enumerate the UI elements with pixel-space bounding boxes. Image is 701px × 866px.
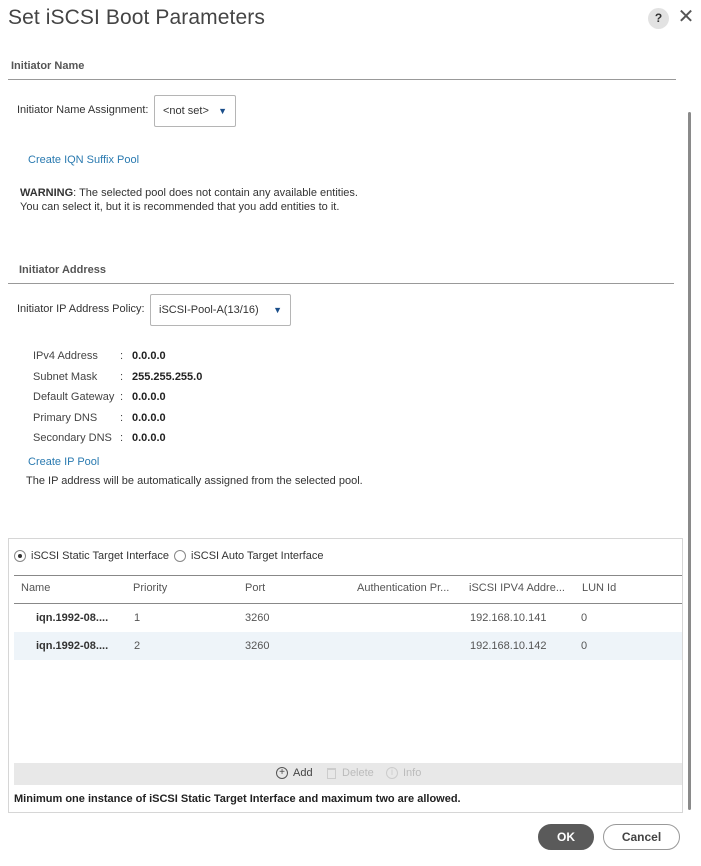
info-button[interactable] [386, 767, 421, 779]
dialog-title: Set iSCSI Boot Parameters [8, 6, 265, 29]
help-icon[interactable]: ? [648, 8, 669, 29]
table-row[interactable] [14, 604, 682, 632]
trash-icon [327, 768, 336, 779]
add-button-label: Add [293, 767, 313, 779]
cell-ipv4-address: 192.168.10.141 [470, 612, 547, 624]
ip-address-policy-label: Initiator IP Address Policy: [17, 303, 145, 315]
column-header-lun-id[interactable]: LUN Id [582, 582, 617, 594]
cell-name: iqn.1992-08.... [36, 612, 109, 624]
close-icon[interactable]: ✕ [677, 6, 695, 28]
delete-button-label: Delete [342, 767, 374, 779]
default-gateway-label: Default Gateway [33, 391, 115, 403]
cell-lun-id: 0 [581, 640, 588, 652]
cancel-button[interactable]: Cancel [603, 824, 680, 850]
cell-lun-id: 0 [581, 612, 588, 624]
table-top-border [14, 575, 682, 576]
initiator-address-heading: Initiator Address [19, 264, 106, 276]
static-target-radio-label[interactable]: iSCSI Static Target Interface [31, 550, 169, 562]
field-separator: : [120, 350, 124, 362]
initiator-name-assignment-select[interactable] [154, 95, 236, 127]
field-separator: : [120, 391, 124, 403]
ip-address-policy-select[interactable] [150, 294, 291, 326]
initiator-name-assignment-value: <not set> [163, 105, 209, 117]
chevron-down-icon: ▼ [273, 305, 282, 315]
column-header-priority[interactable]: Priority [133, 582, 168, 594]
field-separator: : [120, 371, 124, 383]
target-interface-radio-group [14, 550, 328, 562]
secondary-dns-value: 0.0.0.0 [132, 432, 166, 444]
ip-address-policy-value: iSCSI-Pool-A(13/16) [159, 304, 259, 316]
ipv4-address-label: IPv4 Address [33, 350, 98, 362]
primary-dns-label: Primary DNS [33, 412, 98, 424]
cell-port: 3260 [245, 640, 270, 652]
secondary-dns-label: Secondary DNS [33, 432, 112, 444]
cell-name: iqn.1992-08.... [36, 640, 109, 652]
static-target-radio[interactable] [14, 550, 26, 562]
column-header-port[interactable]: Port [245, 582, 266, 594]
section-divider [8, 283, 674, 284]
primary-dns-value: 0.0.0.0 [132, 412, 166, 424]
warning-text-line2: You can select it, but it is recommended that you add entities to it. [20, 201, 340, 213]
info-button-label: Info [403, 767, 422, 779]
chevron-down-icon: ▼ [218, 106, 227, 116]
subnet-mask-label: Subnet Mask [33, 371, 98, 383]
warning-text-line1: : The selected pool does not contain any available entities. [73, 187, 358, 199]
field-separator: : [120, 432, 124, 444]
cell-priority: 2 [134, 640, 141, 652]
subnet-mask-value: 255.255.255.0 [132, 371, 203, 383]
table-row[interactable] [14, 632, 682, 660]
initiator-name-assignment-label: Initiator Name Assignment: [17, 104, 149, 116]
create-iqn-suffix-pool-link[interactable]: Create IQN Suffix Pool [28, 154, 140, 166]
table-toolbar [14, 763, 682, 785]
cell-port: 3260 [245, 612, 270, 624]
column-header-ipv4-address[interactable]: iSCSI IPV4 Addre... [469, 582, 565, 594]
ip-auto-assign-note: The IP address will be automatically assigned from the selected pool. [26, 475, 363, 487]
scrollbar[interactable] [688, 112, 691, 810]
cell-ipv4-address: 192.168.10.142 [470, 640, 547, 652]
column-header-name[interactable]: Name [21, 582, 51, 594]
ok-button[interactable]: OK [538, 824, 594, 850]
warning-label: WARNING [20, 187, 74, 199]
column-header-authentication[interactable]: Authentication Pr... [357, 582, 450, 594]
auto-target-radio[interactable] [174, 550, 186, 562]
delete-button[interactable] [327, 767, 374, 779]
section-divider [8, 79, 676, 80]
target-limit-note: Minimum one instance of iSCSI Static Target Interface and maximum two are allowed. [14, 793, 461, 805]
ipv4-address-value: 0.0.0.0 [132, 350, 166, 362]
auto-target-radio-label[interactable]: iSCSI Auto Target Interface [190, 550, 324, 562]
info-icon: i [386, 767, 398, 779]
warning-message [20, 186, 358, 214]
cell-priority: 1 [134, 612, 141, 624]
initiator-name-heading: Initiator Name [11, 60, 85, 72]
plus-icon: + [276, 767, 288, 779]
add-button[interactable] [276, 767, 313, 779]
create-ip-pool-link[interactable]: Create IP Pool [28, 456, 100, 468]
field-separator: : [120, 412, 124, 424]
default-gateway-value: 0.0.0.0 [132, 391, 166, 403]
